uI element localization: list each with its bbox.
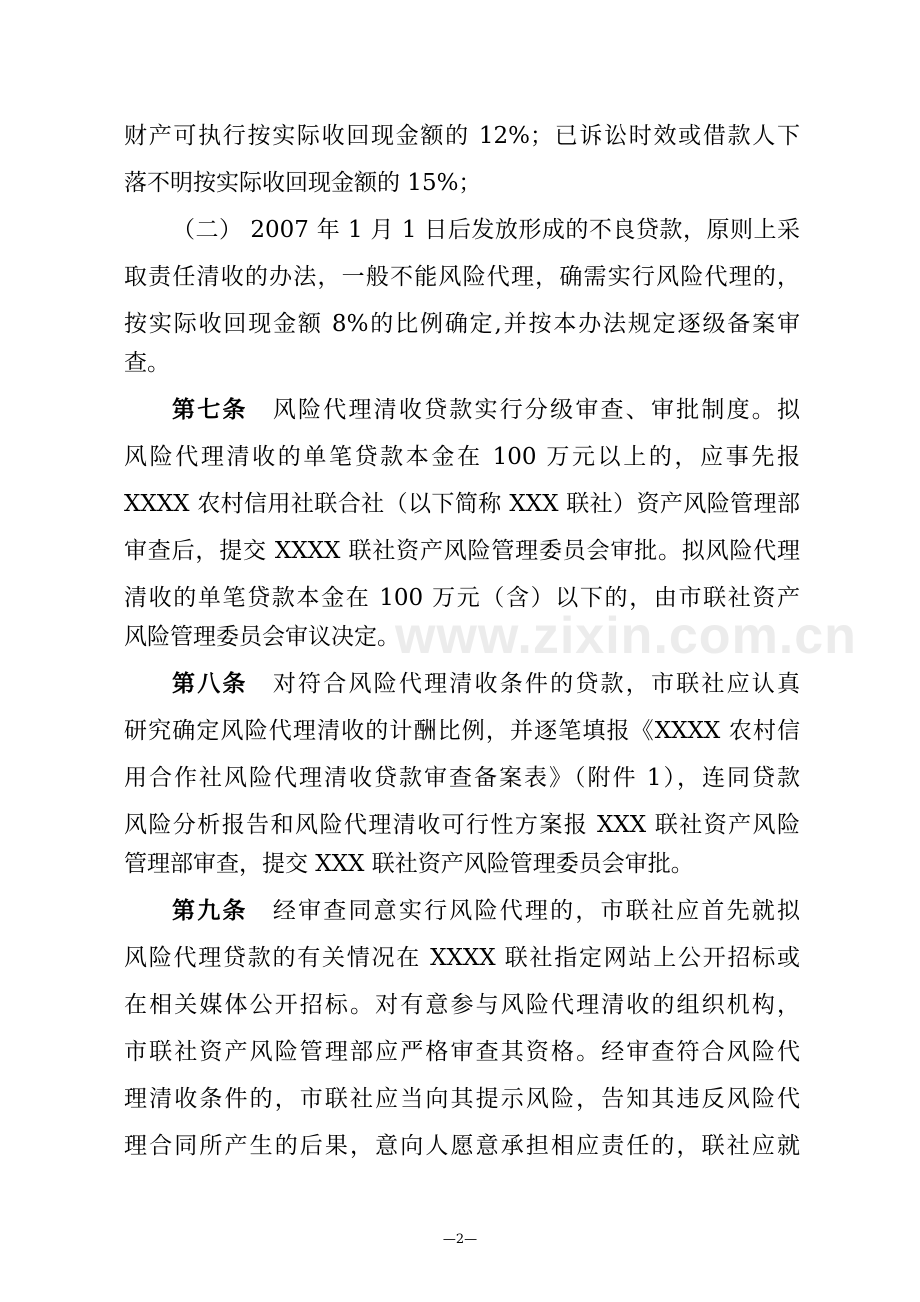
article-9-title: 第九条 bbox=[172, 898, 248, 924]
page-number: —2— bbox=[442, 1232, 478, 1247]
text-line: 市联社资产风险管理部应严格审查其资格。经审查符合风险代 bbox=[124, 1039, 800, 1065]
article-9-text: 经审查同意实行风险代理的，市联社应首先就拟 bbox=[272, 898, 800, 924]
text-line: 风险代理清收的单笔贷款本金在 100 万元以上的，应事先报 bbox=[124, 444, 800, 470]
text-line: 管理部审查，提交 XXX 联社资产风险管理委员会审批。 bbox=[124, 851, 694, 877]
article-7-title: 第七条 bbox=[172, 397, 248, 423]
text-line: （二） 2007 年 1 月 1 日后发放形成的不良贷款，原则上采 bbox=[172, 217, 800, 243]
text-line: 研究确定风险代理清收的计酬比例，并逐笔填报《XXXX 农村信 bbox=[124, 718, 800, 744]
text-line: 风险代理贷款的有关情况在 XXXX 联社指定网站上公开招标或 bbox=[124, 945, 800, 971]
text-line: 理清收条件的，市联社应当向其提示风险，告知其违反风险代 bbox=[124, 1086, 800, 1112]
article-8-title: 第八条 bbox=[172, 671, 248, 697]
article-8-text: 对符合风险代理清收条件的贷款，市联社应认真 bbox=[272, 671, 800, 697]
text-line: 理合同所产生的后果，意向人愿意承担相应责任的，联社应就 bbox=[124, 1133, 800, 1159]
text-line: XXXX 农村信用社联合社（以下简称 XXX 联社）资产风险管理部 bbox=[124, 491, 800, 517]
article-8-first-line bbox=[172, 664, 800, 704]
text-line: 在相关媒体公开招标。对有意参与风险代理清收的组织机构， bbox=[124, 992, 800, 1018]
article-7-first-line bbox=[172, 390, 800, 430]
text-line: 取责任清收的办法，一般不能风险代理，确需实行风险代理的， bbox=[124, 264, 800, 290]
text-line: 清收的单笔贷款本金在 100 万元（含）以下的，由市联社资产 bbox=[124, 585, 800, 611]
text-line: 风险管理委员会审议决定。 bbox=[124, 624, 400, 650]
text-line: 查。 bbox=[124, 350, 170, 376]
text-line: 按实际收回现金额 8%的比例确定,并按本办法规定逐级备案审 bbox=[124, 311, 800, 337]
text-line: 风险分析报告和风险代理清收可行性方案报 XXX 联社资产风险 bbox=[124, 812, 800, 838]
text-line: 用合作社风险代理清收贷款审查备案表》（附件 1），连同贷款 bbox=[124, 765, 800, 791]
article-7-text: 风险代理清收贷款实行分级审查、审批制度。拟 bbox=[272, 397, 800, 423]
watermark: www.zixin.com.cn bbox=[395, 607, 857, 665]
text-line: 落不明按实际收回现金额的 15%； bbox=[124, 170, 482, 196]
text-line: 审查后，提交 XXXX 联社资产风险管理委员会审批。拟风险代理 bbox=[124, 538, 800, 564]
text-line: 财产可执行按实际收回现金额的 12%；已诉讼时效或借款人下 bbox=[124, 123, 800, 149]
article-9-first-line bbox=[172, 891, 800, 931]
